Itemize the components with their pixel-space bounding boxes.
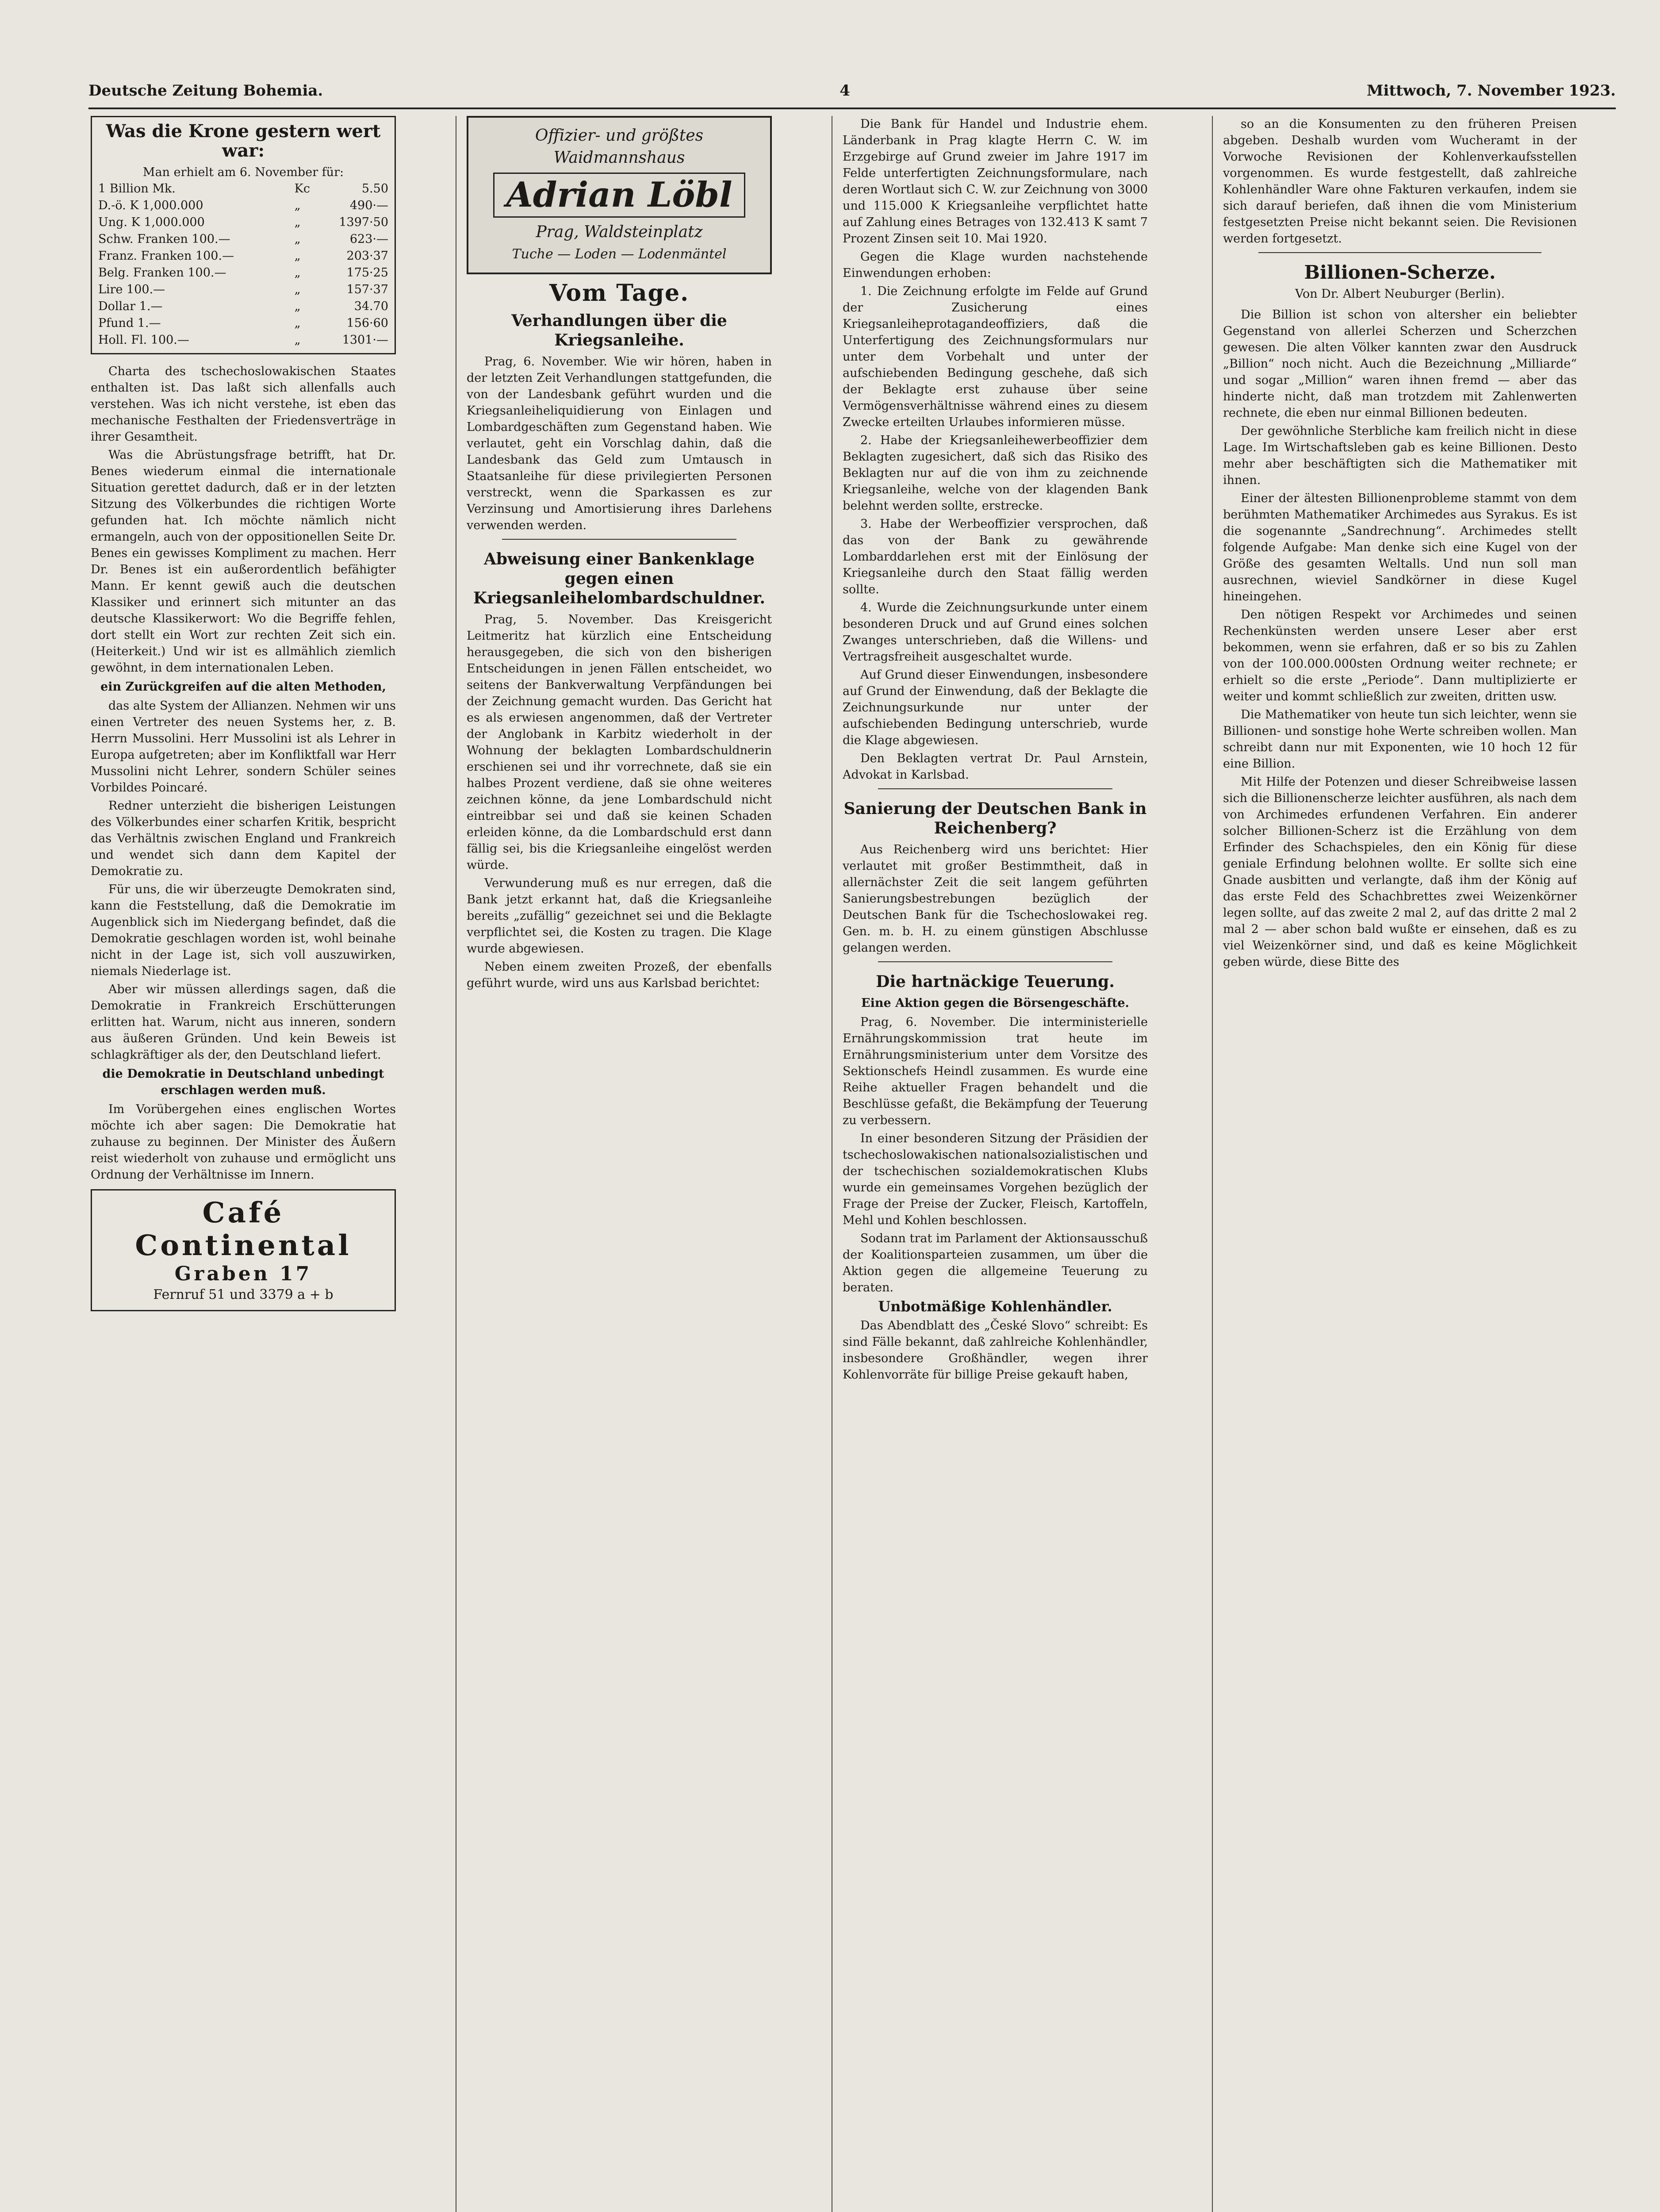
- column-4: [1223, 116, 1577, 2212]
- rate-value: 623·—: [349, 232, 388, 246]
- article-text: Aus Reichenberg wird uns berichtet: Hier verlautet mit großer Bestimmtheit, daß in allernächster Zeit die seit langem geführten Sanierungsbestrebungen bezüglich der Deutschen Bank für die Tschechoslowakei reg. Gen. m. b. H. zu einem günstigen Abschlusse gelangen werden.: [843, 843, 1148, 955]
- rate-unit: Kc: [294, 182, 310, 196]
- rate-value: 34.70: [354, 300, 388, 313]
- article-text: Gegen die Klage wurden nachstehende Einwendungen erhoben:: [843, 250, 1148, 280]
- issue-date: Mittwoch, 7. November 1923.: [1366, 82, 1616, 100]
- article-divider: [1258, 252, 1541, 253]
- rate-value: 175·25: [346, 266, 388, 280]
- article-text: Was die Abrüstungsfrage betrifft, hat Dr. Benes wiederum einmal die internationale Situation gerettet dadurch, daß er in der letzten Sitzung des Völkerbundes die richtigen Worte gefunden hat. Ich möchte nämlich nicht ermangeln, auch von der oppositionellen Seite Dr. Benes ein gewisses Kompliment zu machen. Herr Dr. Benes ist ein außerordentlich befähigter Mann. Er kennt gewiß auch die deutschen Klassiker und erinnert sich mitunter an das deutsche Klassikerwort: Wo die Begriffe fehlen, dort stellt ein Wort zur rechten Zeit sich ein. (Heiterkeit.) Und wir ist es allmählich ziemlich gewöhnt, in dem internationalen Leben.: [91, 448, 396, 675]
- article-text: Das Abendblatt des „České Slovo“ schreibt: Es sind Fälle bekannt, daß zahlreiche Kohlenhändler, insbesondere Großhändler, wegen ihrer Kohlenvorräte für billige Preise gekauft haben,: [843, 1319, 1148, 1382]
- rate-row: [98, 281, 388, 298]
- cafe-name: Café Continental: [135, 1196, 352, 1262]
- rate-currency: Franz. Franken 100.—: [98, 249, 234, 263]
- rate-row: [98, 332, 388, 349]
- rate-unit: „: [294, 232, 301, 246]
- article-text: Neben einem zweiten Prozeß, der ebenfalls geführt wurde, wird uns aus Karlsbad berichtet:: [467, 960, 772, 990]
- article-text: Mit Hilfe der Potenzen und dieser Schreibweise lassen sich die Billionenscherze leichter ausführen, als nach dem von Archimedes erfundenen Verfahren. Ein anderer solcher Billionen-Scherz ist die Erzählung von dem Erfinder des Schachspieles, den ein König für diese geniale Erfindung belohnen wollte. Er sollte sich eine Gnade ausbitten und verlangte, daß ihm der König auf das erste Feld des Schachbrettes zwei Weizenkörner legen sollte, auf das zweite 2 mal 2, auf das dritte 2 mal 2 mal 2 — aber schon bald wußte er einsehen, daß es zu viel Weizenkörner sind, und daß es keine Möglichkeit geben würde, diese Bitte des: [1223, 775, 1577, 969]
- rate-currency: Ung. K 1,000.000: [98, 215, 205, 229]
- article-divider: [878, 961, 1112, 962]
- rate-currency: Lire 100.—: [98, 283, 165, 296]
- article-text: das alte System der Allianzen. Nehmen wir uns einen Vertreter des neuen Systems her, z. B. Herrn Mussolini. Herr Mussolini ist als Lehrer in Europa aufgetreten; aber im Konfliktfall war Herr Mussolini nicht Lehrer, sondern Schüler seines Vorbildes Poincaré.: [91, 699, 396, 795]
- rate-currency: Schw. Franken 100.—: [98, 232, 230, 246]
- article-text: Die Bank für Handel und Industrie ehem. Länderbank in Prag klagte Herrn C. W. im Erzgebirge auf Grund zweier im Jahre 1917 im Felde unterfertigten Zeichnungsformulare, nach deren Wortlaut sich C. W. zur Zeichnung von 3000 und 115.000 K Kriegsanleihe verpflichtet hatte auf Zahlung eines Betrages von 132.413 K samt 7 Prozent Zinsen seit 10. Mai 1920.: [843, 117, 1148, 246]
- article-text: 2. Habe der Kriegsanleihewerbeoffizier dem Beklagten zugesichert, daß sich das Risiko des Beklagten nur auf die von ihm zu zeichnende Kriegsanleihe, welche von der klagenden Bank belehnt werden sollte, erstrecke.: [843, 434, 1148, 513]
- column-3: [843, 116, 1148, 2212]
- article-divider: [502, 539, 736, 540]
- article-text: 4. Wurde die Zeichnungsurkunde unter einem besonderen Druck und auf Grund eines solchen Zwanges unterschrieben, daß die Willens- und Vertragsfreiheit ausgeschaltet wurde.: [843, 601, 1148, 664]
- rate-row: [98, 265, 388, 281]
- rate-value: 157·37: [346, 283, 388, 296]
- article-text: Einer der ältesten Billionenprobleme stammt von dem berühmten Mathematiker Archimedes aus Syrakus. Es ist die sogenannte „Sandrechnung“. Archimedes stellt folgende Aufgabe: Man denke sich eine Kugel von der Größe des gesamten Weltalls. Und nun soll man ausrechnen, wieviel Sandkörner in diese Kugel hineingehen.: [1223, 492, 1577, 603]
- article-text: Sodann trat im Parlament der Aktionsausschuß der Koalitionsparteien zusammen, um über die Aktion gegen die allgemeine Teuerung zu beraten.: [843, 1232, 1148, 1294]
- section-title: Vom Tage.: [549, 280, 690, 307]
- rate-unit: „: [294, 300, 301, 313]
- article-text: Verwunderung muß es nur erregen, daß die Bank jetzt erkannt hat, daß die Kriegsanleihe bereits „zufällig“ gezeichnet sei und die Beklagte verpflichtet sei, die Kosten zu tragen. Die Klage wurde abgewiesen.: [467, 876, 772, 956]
- rate-row: [98, 197, 388, 214]
- rate-row: [98, 231, 388, 248]
- article-text: Redner unterzieht die bisherigen Leistungen des Völkerbundes einer scharfen Kritik, bespricht das Verhältnis zwischen England und Frankreich und wendet sich dann dem Kapitel der Demokratie zu.: [91, 799, 396, 878]
- article-subheading: Eine Aktion gegen die Börsengeschäfte.: [861, 996, 1129, 1010]
- article-headline: Die hartnäckige Teuerung.: [876, 972, 1115, 991]
- rate-unit: „: [294, 215, 301, 229]
- rate-currency: 1 Billion Mk.: [98, 182, 176, 196]
- store-tagline: Offizier- und größtes Waidmannshaus: [535, 127, 704, 167]
- rates-title: Was die Krone gestern wert war:: [106, 121, 381, 161]
- cafe-advertisement: [91, 1189, 396, 1311]
- article-text: Prag, 6. November. Die interministerielle Ernährungskommission trat heute im Ernährungsministerium unter dem Vorsitze des Sektionschefs Heindl zusammen. Es wurde eine Reihe aktueller Fragen behandelt und die Beschlüsse gefaßt, die Bekämpfung der Teuerung zu verbessern.: [843, 1015, 1148, 1127]
- article-subheading: die Demokratie in Deutschland unbedingt erschlagen werden muß.: [102, 1067, 384, 1097]
- rate-value: 5.50: [361, 182, 388, 196]
- rates-table: [98, 180, 388, 349]
- article-text: Auf Grund dieser Einwendungen, insbesondere auf Grund der Einwendung, daß der Beklagte die Zeichnungsurkunde nur unter der aufschiebenden Bedingung unterschrieb, wurde die Klage abgewiesen.: [843, 668, 1148, 747]
- article-headline: Verhandlungen über die Kriegsanleihe.: [511, 311, 727, 349]
- column-1: [91, 116, 396, 2212]
- exchange-rates-box: [91, 116, 396, 354]
- rate-currency: Belg. Franken 100.—: [98, 266, 226, 280]
- rate-row: [98, 214, 388, 231]
- rate-currency: D.-ö. K 1,000.000: [98, 199, 203, 212]
- article-text: Aber wir müssen allerdings sagen, daß die Demokratie in Frankreich Erschütterungen erlitten hat. Warum, nicht aus inneren, sondern aus äußeren Gründen. Und kein Beweis ist schlagkräftiger als der, den Deutschland liefert.: [91, 983, 396, 1062]
- article-text: 3. Habe der Werbeoffizier versprochen, daß das von der Bank zu gewährende Lombarddarlehen erst mit der Einlösung der Kriegsanleihe durch den Staat fällig werden sollte.: [843, 517, 1148, 596]
- store-advertisement: [467, 116, 772, 274]
- rate-unit: „: [294, 316, 301, 330]
- page-number: 4: [840, 82, 850, 100]
- article-text: Die Mathematiker von heute tun sich leichter, wenn sie Billionen- und sonstige hohe Werte schreiben wollen. Man schreibt dann nur mit Exponenten, wie 10 hoch 12 für eine Billion.: [1223, 708, 1577, 771]
- rate-value: 490·—: [349, 199, 388, 212]
- cafe-phone: Fernruf 51 und 3379 a + b: [153, 1287, 334, 1302]
- store-location: Prag, Waldsteinplatz: [536, 223, 703, 241]
- rate-unit: „: [294, 199, 301, 212]
- rate-unit: „: [294, 249, 301, 263]
- rate-value: 203·37: [346, 249, 388, 263]
- paper-name: Deutsche Zeitung Bohemia.: [88, 82, 323, 100]
- masthead: [88, 77, 1616, 104]
- article-text: so an die Konsumenten zu den früheren Preisen abgeben. Deshalb wurden vom Wucheramt in der Vorwoche Revisionen der Kohlenverkaufsstellen vorgenommen. Es wurde festgestellt, daß zahlreiche Kohlenhändler Ware ohne Fakturen verkaufen, indem sie sich darauf beriefen, daß ihnen die vom Ministerium festgesetzten Preise nicht bekannt seien. Die Revisionen werden fortgesetzt.: [1223, 117, 1577, 246]
- article-text: Der gewöhnliche Sterbliche kam freilich nicht in diese Lage. Im Wirtschaftsleben gab es keine Billionen. Desto mehr aber beschäftigten sich die Mathematiker mit ihnen.: [1223, 424, 1577, 487]
- masthead-rule: [88, 108, 1616, 109]
- store-name: Adrian Löbl: [493, 173, 745, 218]
- article-subheading: Unbotmäßige Kohlenhändler.: [878, 1298, 1112, 1315]
- article-headline: Sanierung der Deutschen Bank in Reichenberg?: [843, 799, 1147, 837]
- article-divider: [878, 788, 1112, 789]
- rate-row: [98, 298, 388, 315]
- article-text: Den Beklagten vertrat Dr. Paul Arnstein, Advokat in Karlsbad.: [843, 752, 1148, 782]
- rates-subtitle: Man erhielt am 6. November für:: [142, 165, 344, 179]
- article-byline: Von Dr. Albert Neuburger (Berlin).: [1295, 287, 1505, 301]
- rate-row: [98, 315, 388, 332]
- article-headline: Billionen-Scherze.: [1304, 261, 1496, 283]
- rate-currency: Holl. Fl. 100.—: [98, 333, 189, 347]
- article-text: Den nötigen Respekt vor Archimedes und seinen Rechenkünsten werden unsere Leser aber erst bekommen, wenn sie erfahren, daß er so bis zu Zahlen von der 100.000.000sten Ordnung weiter rechnete; er erhielt so die erste „Periode“. Dann multiplizierte er weiter und kommt schließlich zur zweiten, dritten usw.: [1223, 608, 1577, 703]
- article-text: Prag, 6. November. Wie wir hören, haben in der letzten Zeit Verhandlungen stattgefunden, die von der Landesbank geführt wurden und die Kriegsanleiheliquidierung von Einlagen und Lombardgeschäften zum Gegenstand haben. Wie verlautet, geht ein Vorschlag dahin, daß die Landesbank das Geld zum Umtausch in Staatsanleihe für diese privilegierten Personen verstreckt, wenn die Sparkassen es zur Verzinsung und Amortisierung ihres Darlehens verwenden werden.: [467, 355, 772, 532]
- column-divider: [1212, 116, 1213, 2212]
- article-text: Prag, 5. November. Das Kreisgericht Leitmeritz hat kürzlich eine Entscheidung herausgegeben, die sich von den bisherigen Entscheidungen in jenen Fällen entscheidet, wo seitens der Bankverwaltung Verpfändungen bei der Zeichnung gemacht wurden. Das Gericht hat es als erwiesen angenommen, daß der Vertreter der Anglobank in Karbitz wiederholt in der Wohnung der beklagten Lombardschuldnerin erschienen sei und ihr vorrechnete, daß sie ein halbes Prozent verdiene, daß sie ohne weiteres zeichnen könne, da jene Lombardschuld nicht eintreibbar sei und daß sie keinen Schaden erleiden könne, da die Lombardschuld erst dann fällig sei, bis die Kriegsanleihe eingelöst werden würde.: [467, 613, 772, 872]
- store-goods: Tuche — Loden — Lodenmäntel: [512, 246, 727, 262]
- rate-currency: Pfund 1.—: [98, 316, 161, 330]
- rate-unit: „: [294, 266, 301, 280]
- rate-unit: „: [294, 283, 301, 296]
- article-subheading: ein Zurückgreifen auf die alten Methoden,: [100, 680, 386, 694]
- article-headline: Abweisung einer Bankenklage gegen einen Kriegsanleihelombardschuldner.: [473, 550, 766, 607]
- rate-row: [98, 180, 388, 197]
- article-text: 1. Die Zeichnung erfolgte im Felde auf Grund der Zusicherung eines Kriegsanleiheprotagandeoffiziers, daß die Unterfertigung des Zeichnungsformulars nur unter dem Vorbehalt und unter der aufschiebenden Bedingung geschehe, daß sich der Beklagte erst zuhause über seine Vermögensverhältnisse während eines zu diesem Zwecke erteilten Urlaubes informieren müsse.: [843, 284, 1148, 429]
- cafe-address: Graben 17: [174, 1263, 312, 1285]
- rate-value: 156·60: [346, 316, 388, 330]
- rate-value: 1397·50: [339, 215, 388, 229]
- rate-row: [98, 248, 388, 265]
- article-text: Charta des tschechoslowakischen Staates enthalten ist. Das laßt sich allenfalls auch verstehen. Was ich nicht verstehe, ist eben das mechanische Festhalten der Friedensverträge in ihrer Gesamtheit.: [91, 365, 396, 444]
- rate-value: 1301·—: [342, 333, 388, 347]
- article-text: In einer besonderen Sitzung der Präsidien der tschechoslowakischen nationalsozialistischen und der tschechischen sozialdemokratischen Klubs wurde ein gemeinsames Vorgehen bezüglich der Frage der Preise der Zucker, Fleisch, Kartoffeln, Mehl und Kohlen beschlossen.: [843, 1132, 1148, 1227]
- article-text: Für uns, die wir überzeugte Demokraten sind, kann die Feststellung, daß die Demokratie im Augenblick sich im Niedergang befindet, daß die Demokratie geschlagen worden ist, wohl beinahe nicht in der Lage ist, sich voll auszuwirken, niemals Niederlage ist.: [91, 883, 396, 978]
- rate-unit: „: [294, 333, 301, 347]
- article-text: Im Vorübergehen eines englischen Wortes möchte ich aber sagen: Die Demokratie hat zuhause zu beginnen. Der Minister des Äußern reist wiederholt von zuhause und ermöglicht uns Ordnung der Verhältnisse im Innern.: [91, 1102, 396, 1182]
- column-2: [467, 116, 772, 2212]
- rate-currency: Dollar 1.—: [98, 300, 163, 313]
- article-text: Die Billion ist schon von altersher ein beliebter Gegenstand von allerlei Scherzen und Scherzchen gewesen. Die alten Völker kannten zwar den Ausdruck „Billion“ noch nicht. Auch die Bezeichnung „Milliarde“ und sogar „Million“ waren ihnen fremd — aber das hinderte nicht, daß man trotzdem mit Zahlenwerten rechnete, die eben nur einmal Billionen bedeuten.: [1223, 308, 1577, 420]
